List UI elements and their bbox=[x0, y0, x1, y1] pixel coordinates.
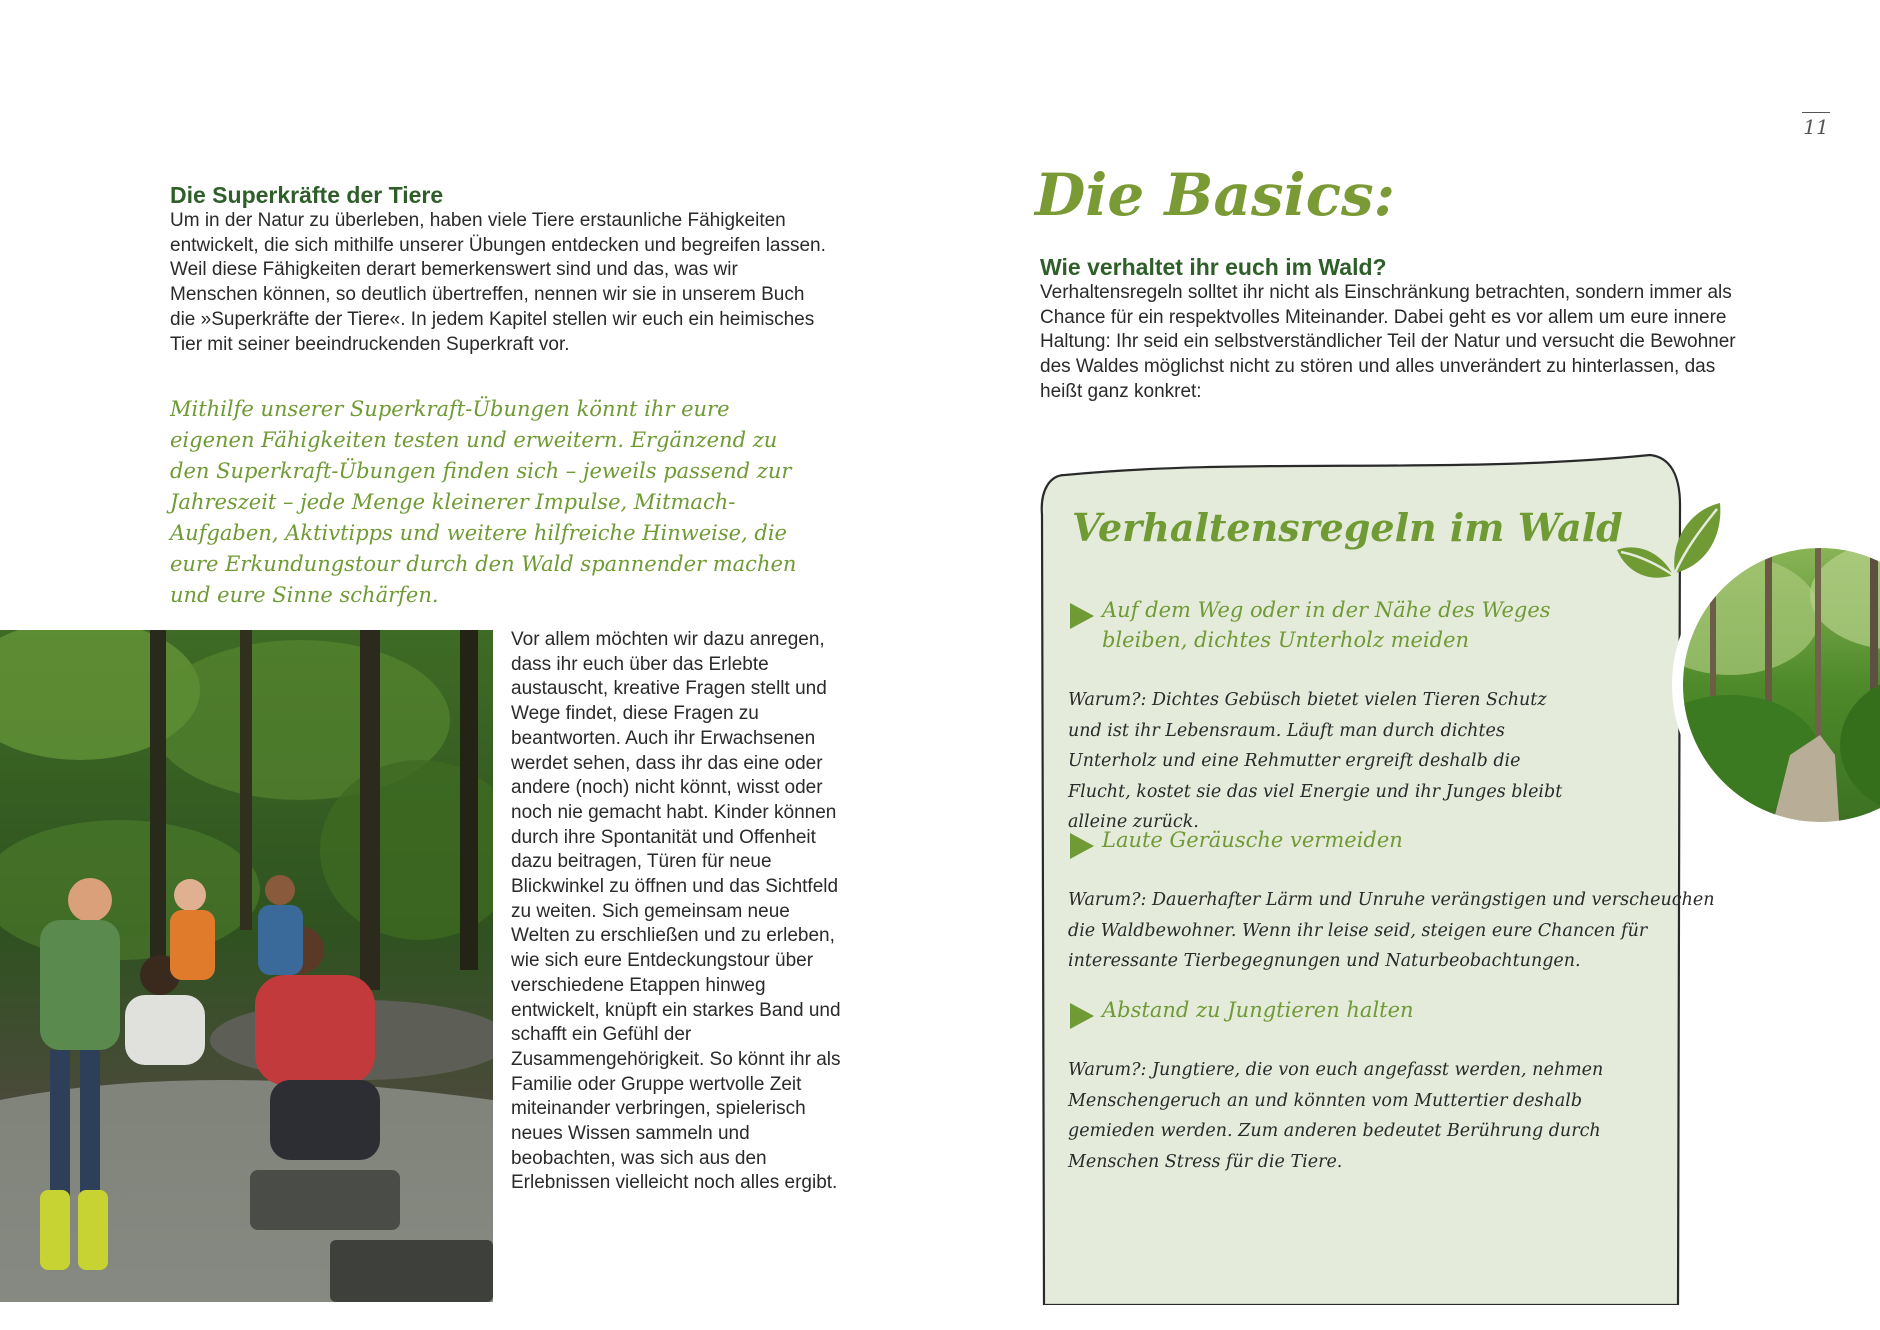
section-heading: Wie verhaltet ihr euch im Wald? bbox=[1040, 254, 1387, 280]
rule-heading-text: Laute Geräusche vermeiden bbox=[1102, 828, 1403, 852]
forest-stream-photo bbox=[0, 630, 493, 1302]
rule-heading-text: Auf dem Weg oder in der Nähe des Weges bleiben, dichtes Unterholz meiden bbox=[1102, 598, 1551, 652]
rule-explanation: Warum?: Jungtiere, die von euch angefasst werden, nehmen Menschengeruch an und könnten vom Muttertier deshalb gemieden werden. Zum anderen bedeutet Berührung durch Menschen Stress für die Tiere. bbox=[1068, 1060, 1604, 1172]
page-number: 11 bbox=[1802, 112, 1830, 139]
intro-paragraph: Um in der Natur zu überleben, haben viele Tiere erstaunliche Fähigkeiten entwickelt, die sich mithilfe unserer Übungen entdecken und begreifen lassen. Weil diese Fähigkeiten derart bemerkenswert sind und das, was wir Menschen können, so deutlich übertreffen, nennen wir sie in unserem Buch die »Superkräfte der Tiere«. In jedem Kapitel stellen wir euch ein heimisches Tier mit seiner beeindruckenden Superkraft vor. bbox=[170, 210, 826, 355]
callout-text: Mithilfe unserer Superkraft-Übungen könnt ihr eure eigenen Fähigkeiten testen und erweitern. Ergänzend zu den Superkraft-Übungen finden sich – jeweils passend zur Jahreszeit – jede Menge kleinerer Impulse, Mitmach-Aufgaben, Aktivtipps und weitere hilfreiche Hinweise, die eure Erkundungstour durch den Wald spannender machen und eure Sinne schärfen. bbox=[170, 397, 797, 607]
section-heading: Die Superkräfte der Tiere bbox=[170, 182, 444, 208]
intro-paragraph: Verhaltensregeln solltet ihr nicht als Einschränkung betrachten, sondern immer als Chance für ein respektvolles Miteinander. Dabei geht es vor allem um eure innere Haltung: Ihr seid ein selbstverständlicher Teil der Natur und versucht die Bewohner des Waldes möglichst nicht zu stören und alles unverändert zu hinterlassen, das heißt ganz konkret: bbox=[1040, 282, 1736, 402]
rule-heading-text: Abstand zu Jungtieren halten bbox=[1102, 998, 1414, 1022]
body-paragraph: Vor allem möchten wir dazu anregen, dass ihr euch über das Erlebte austauscht, kreative Fragen stellt und Wege findet, diese Fragen zu beantworten. Auch ihr Erwachsenen werdet sehen, dass ihr das eine oder andere (noch) nicht könnt, wisst oder noch nie gemacht habt. Kinder können durch ihre Spontanität und Offenheit dazu beitragen, Türen für neue Blickwinkel zu öffnen und das Sichtfeld zu weiten. Sich gemeinsam neue Welten zu erschließen und zu erleben, wie sich eure Entdeckungstour über verschiedene Etappen hinweg entwickelt, knüpft ein starkes Band und schafft ein Gefühl der Zusammengehörigkeit. So könnt ihr als Familie oder Gruppe wertvolle Zeit miteinander verbringen, spielerisch neues Wissen sammeln und beobachten, was sich aus den Erlebnissen vielleicht noch alles ergibt. bbox=[511, 629, 841, 1194]
rule-heading bbox=[1068, 825, 1608, 861]
rule-explanation: Warum?: Dauerhafter Lärm und Unruhe verängstigen und verscheuchen die Waldbewohner. Wenn ihr leise seid, steigen eure Chancen für interessante Tierbegegnungen und Naturbeobachtungen. bbox=[1068, 890, 1715, 971]
rules-card bbox=[1030, 445, 1715, 1305]
right-page bbox=[940, 0, 1880, 1330]
play-arrow-icon bbox=[1068, 601, 1096, 631]
rule-heading bbox=[1068, 595, 1608, 655]
play-arrow-icon bbox=[1068, 1001, 1096, 1031]
page-title: Die Basics: bbox=[1035, 161, 1396, 229]
rule-explanation: Warum?: Dichtes Gebüsch bietet vielen Tieren Schutz und ist ihr Lebensraum. Läuft man durch dichtes Unterholz und eine Rehmutter ergreift deshalb die Flucht, kostet sie das viel Energie und ihr Junges bleibt alleine zurück. bbox=[1068, 690, 1563, 832]
card-title: Verhaltensregeln im Wald bbox=[1072, 505, 1623, 550]
forest-path-photo bbox=[1670, 535, 1880, 835]
play-arrow-icon bbox=[1068, 831, 1096, 861]
rule-heading bbox=[1068, 995, 1608, 1031]
